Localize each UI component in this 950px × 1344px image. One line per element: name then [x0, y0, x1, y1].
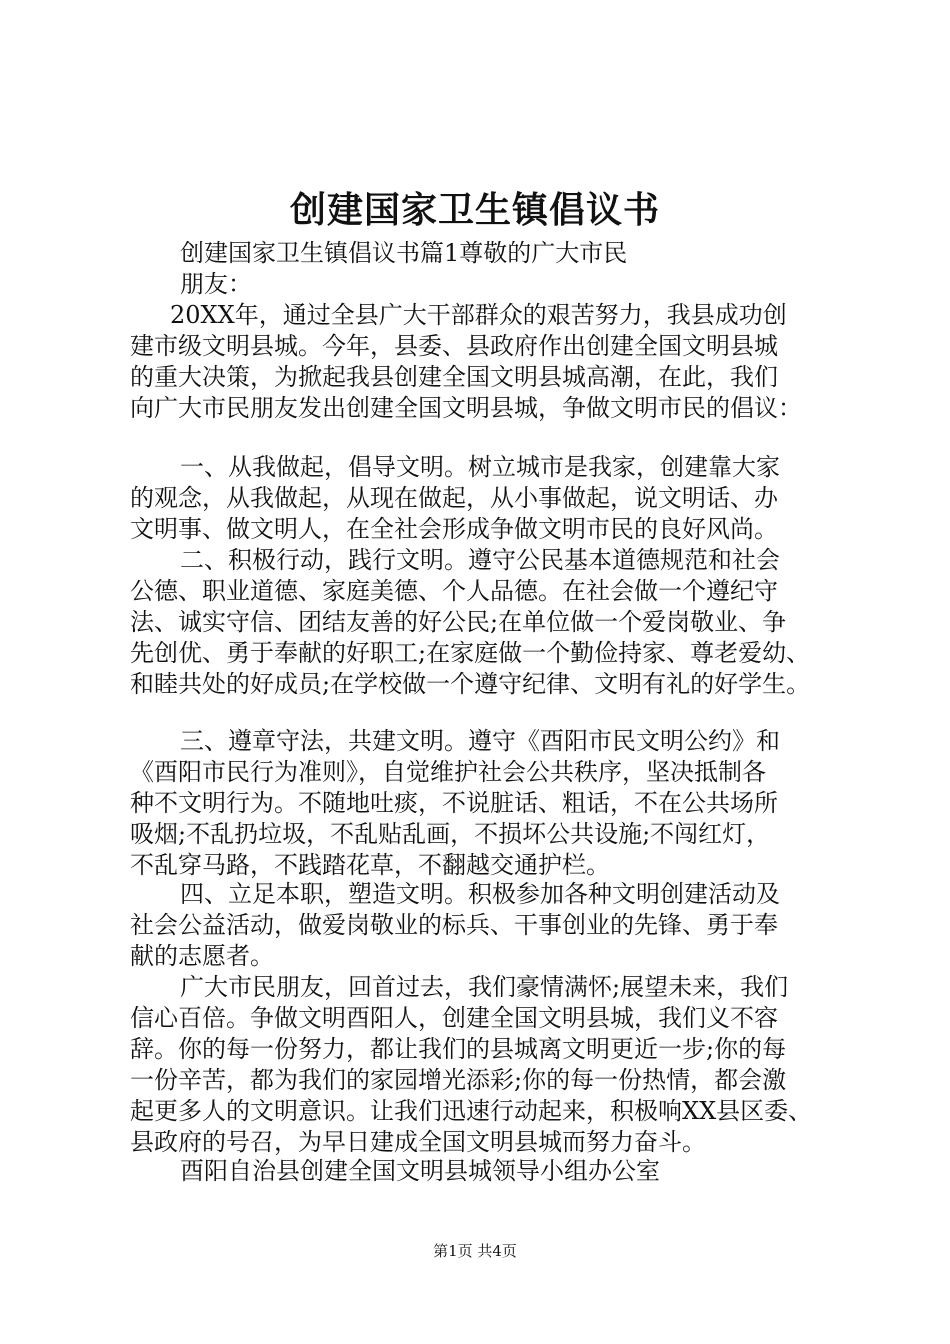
- paragraph-line: 建市级文明县城。今年，县委、县政府作出创建全国文明县城: [130, 332, 778, 360]
- page-number: 第1页 共4页: [433, 1242, 517, 1260]
- paragraph-line: 的观念，从我做起，从现在做起，从小事做起，说文明话、办: [130, 484, 778, 512]
- paragraph-line: 三、遵章守法，共建文明。遵守《酉阳市民文明公约》和: [180, 727, 780, 755]
- paragraph-line: 向广大市民朋友发出创建全国文明县城，争做文明市民的倡议：: [130, 394, 802, 422]
- paragraph-line: 信心百倍。争做文明酉阳人，创建全国文明县城，我们义不容: [130, 1004, 778, 1032]
- paragraph-line: 不乱穿马路，不践踏花草，不翻越交通护栏。: [130, 851, 610, 879]
- paragraph-line: 和睦共处的好成员;在学校做一个遵守纪律、文明有礼的好学生。: [130, 670, 811, 698]
- paragraph-line: 四、立足本职，塑造文明。积极参加各种文明创建活动及: [180, 880, 780, 908]
- paragraph-line: 县政府的号召，为早日建成全国文明县城而努力奋斗。: [130, 1128, 706, 1156]
- paragraph-line: 广大市民朋友，回首过去，我们豪情满怀;展望未来，我们: [180, 973, 789, 1001]
- paragraph-line: 辞。你的每一份努力，都让我们的县城离文明更近一步;你的每: [130, 1035, 787, 1063]
- paragraph-line: 法、诚实守信、团结友善的好公民;在单位做一个爱岗敬业、争: [130, 608, 787, 636]
- document-title: 创建国家卫生镇倡议书: [289, 189, 660, 231]
- paragraph-line: 社会公益活动，做爱岗敬业的标兵、干事创业的先锋、勇于奉: [130, 911, 778, 939]
- paragraph-line: 一、从我做起，倡导文明。树立城市是我家，创建靠大家: [180, 453, 780, 481]
- paragraph-line: 先创优、勇于奉献的好职工;在家庭做一个勤俭持家、尊老爱幼、: [130, 639, 811, 667]
- paragraph-line: 公德、职业道德、家庭美德、个人品德。在社会做一个遵纪守: [130, 577, 778, 605]
- paragraph-line: 起更多人的文明意识。让我们迅速行动起来，积极响XX县区委、: [130, 1097, 813, 1125]
- paragraph-line: 《酉阳市民行为准则》，自觉维护社会公共秩序，坚决抵制各: [130, 758, 766, 786]
- paragraph-line: 献的志愿者。: [130, 942, 274, 970]
- paragraph-line: 20XX年，通过全县广大干部群众的艰苦努力，我县成功创: [170, 301, 787, 329]
- paragraph-line: 一份辛苦，都为我们的家园增光添彩;你的每一份热情，都会激: [130, 1066, 787, 1094]
- paragraph-line: 的重大决策，为掀起我县创建全国文明县城高潮，在此，我们: [130, 363, 778, 391]
- signature-line: 酉阳自治县创建全国文明县城领导小组办公室: [180, 1157, 660, 1185]
- paragraph-line: 吸烟;不乱扔垃圾，不乱贴乱画，不损坏公共设施;不闯红灯，: [130, 820, 771, 848]
- paragraph-line: 朋友：: [180, 270, 252, 298]
- paragraph-line: 二、积极行动，践行文明。遵守公民基本道德规范和社会: [180, 546, 780, 574]
- paragraph-line: 种不文明行为。不随地吐痰，不说脏话、粗话，不在公共场所: [130, 789, 778, 817]
- paragraph-line: 创建国家卫生镇倡议书篇1尊敬的广大市民: [180, 239, 628, 267]
- paragraph-line: 文明事、做文明人，在全社会形成争做文明市民的良好风尚。: [130, 515, 778, 543]
